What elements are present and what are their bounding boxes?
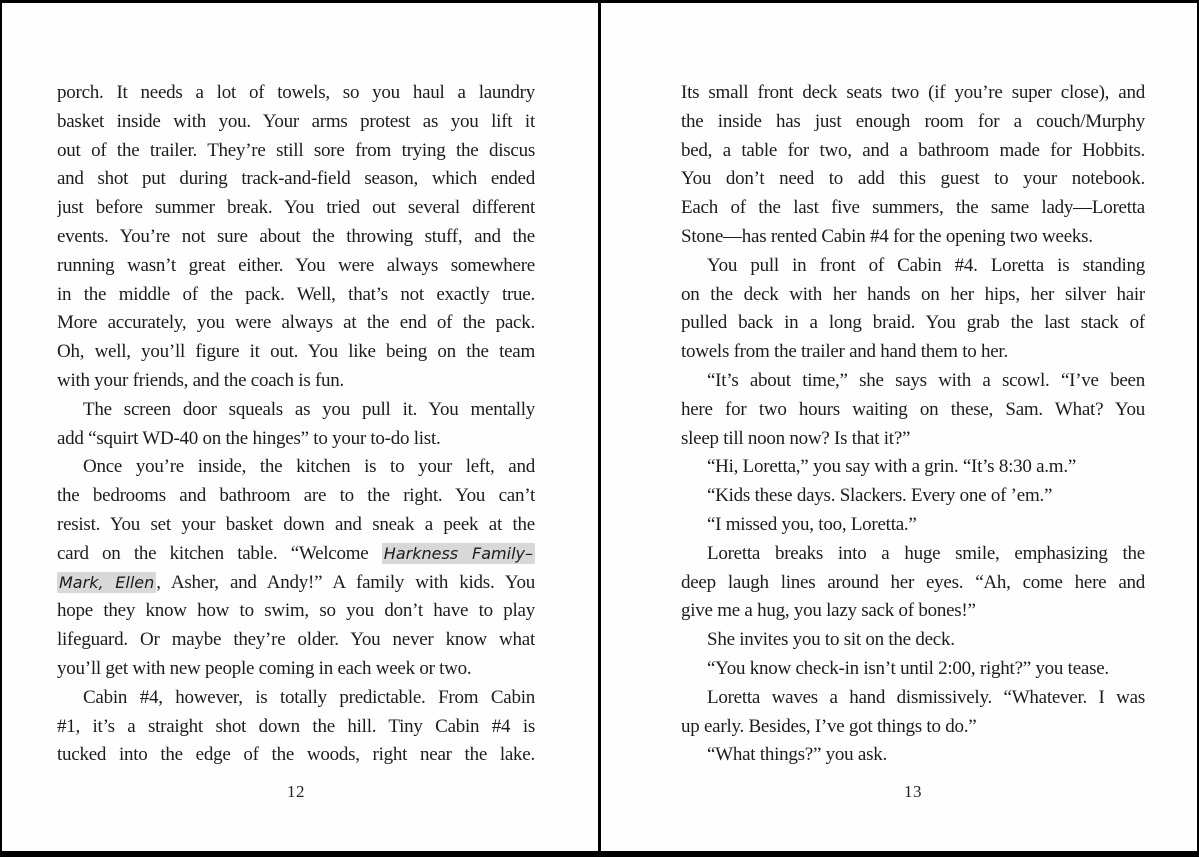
text-segment: You don’t need to add this guest to your notebook.	[681, 168, 1145, 190]
text-segment: just before summer break. You tried out several different	[57, 197, 535, 219]
text-segment: porch. It needs a lot of towels, so you haul a laundry	[57, 82, 535, 103]
page-left-text	[57, 79, 535, 770]
text-line	[57, 194, 535, 223]
text-segment: More accurately, you were always at the end of the pack.	[57, 312, 535, 334]
text-segment: basket inside with you. Your arms protest as you lift it	[57, 110, 535, 132]
text-line	[681, 482, 1145, 511]
text-segment: The screen door squeals as you pull it. You mentally	[83, 398, 535, 420]
text-line	[57, 741, 535, 770]
text-line	[57, 137, 535, 166]
text-segment: Loretta breaks into a huge smile, emphasizing the	[707, 542, 1145, 564]
text-line	[681, 223, 1145, 252]
text-line	[57, 223, 535, 252]
text-segment: Cabin #4, however, is totally predictable. From Cabin	[83, 686, 535, 708]
text-line	[681, 165, 1145, 194]
text-segment: “I missed you, too, Loretta.”	[707, 513, 917, 535]
text-segment: running wasn’t great either. You were always somewhere	[57, 254, 535, 276]
text-segment: the bedrooms and bathroom are to the right. You can’t	[57, 485, 535, 507]
text-segment: add “squirt WD-40 on the hinges” to your to-do list.	[57, 427, 441, 449]
text-line	[57, 569, 535, 598]
text-line	[57, 425, 535, 454]
text-line	[681, 396, 1145, 425]
text-line	[681, 655, 1145, 684]
text-segment: Its small front deck seats two (if you’re super close), and	[681, 82, 1145, 103]
text-line	[681, 713, 1145, 742]
text-segment: the inside has just enough room for a couch/Murphy	[681, 110, 1145, 132]
text-segment: sleep till noon now? Is that it?”	[681, 427, 911, 449]
text-segment: Oh, well, you’ll figure it out. You like being on the team	[57, 341, 535, 363]
text-segment: you’ll get with new people coming in each week or two.	[57, 657, 472, 679]
text-line	[681, 425, 1145, 454]
text-line	[57, 453, 535, 482]
text-line	[57, 713, 535, 742]
text-segment: here for two hours waiting on these, Sam. What? You	[681, 398, 1145, 420]
text-line	[681, 511, 1145, 540]
text-segment: hope they know how to swim, so you don’t have to play	[57, 600, 535, 622]
text-segment: Loretta waves a hand dismissively. “Whatever. I was	[707, 686, 1145, 708]
text-segment: pulled back in a long braid. You grab the last stack of	[681, 312, 1145, 334]
text-segment: Each of the last five summers, the same lady—Loretta	[681, 197, 1145, 219]
text-line	[57, 367, 535, 396]
text-line	[681, 79, 1145, 108]
page-right	[601, 3, 1197, 851]
text-line	[681, 540, 1145, 569]
text-segment: “It’s about time,” she says with a scowl. “I’ve been	[707, 369, 1145, 391]
text-line	[681, 597, 1145, 626]
text-line	[681, 569, 1145, 598]
text-line	[681, 281, 1145, 310]
text-line	[57, 655, 535, 684]
text-segment: Once you’re inside, the kitchen is to your left, and	[83, 456, 535, 478]
text-line	[57, 511, 535, 540]
page-left	[2, 3, 598, 851]
text-segment: card on the kitchen table. “Welcome	[57, 542, 382, 564]
handwritten-highlight-text: Mark, Ellen	[59, 572, 155, 592]
page-number-left: 12	[287, 782, 305, 801]
text-line	[57, 338, 535, 367]
text-segment: Stone—has rented Cabin #4 for the opening two weeks.	[681, 225, 1093, 247]
text-segment: towels from the trailer and hand them to her.	[681, 341, 1008, 363]
text-segment: “Kids these days. Slackers. Every one of ’em.”	[707, 485, 1053, 507]
text-line	[681, 194, 1145, 223]
text-segment: “Hi, Loretta,” you say with a grin. “It’s 8:30 a.m.”	[707, 456, 1077, 478]
text-segment: deep laugh lines around her eyes. “Ah, come here and	[681, 571, 1145, 593]
text-segment: “You know check-in isn’t until 2:00, right?” you tease.	[707, 657, 1109, 679]
text-segment: and shot put during track-and-field season, which ended	[57, 168, 535, 190]
text-line	[681, 252, 1145, 281]
text-line	[57, 252, 535, 281]
text-line	[681, 626, 1145, 655]
text-line	[681, 338, 1145, 367]
text-line	[57, 684, 535, 713]
text-line	[681, 453, 1145, 482]
text-line	[681, 684, 1145, 713]
text-line	[681, 108, 1145, 137]
text-line	[681, 137, 1145, 166]
text-line	[57, 482, 535, 511]
text-line	[57, 108, 535, 137]
text-line	[57, 309, 535, 338]
text-line	[57, 165, 535, 194]
handwritten-highlight-text: Harkness Family–	[383, 543, 533, 563]
text-segment: lifeguard. Or maybe they’re older. You never know what	[57, 629, 535, 651]
text-line	[681, 367, 1145, 396]
text-segment: give me a hug, you lazy sack of bones!”	[681, 600, 976, 622]
text-line	[681, 309, 1145, 338]
page-right-text	[681, 79, 1145, 770]
text-line	[57, 281, 535, 310]
text-line	[57, 396, 535, 425]
page-number-right: 13	[904, 782, 922, 801]
text-line	[57, 540, 535, 569]
text-segment: up early. Besides, I’ve got things to do.”	[681, 715, 977, 737]
text-line	[57, 626, 535, 655]
text-segment: #1, it’s a straight shot down the hill. Tiny Cabin #4 is	[57, 715, 535, 737]
text-segment: She invites you to sit on the deck.	[707, 629, 955, 651]
text-segment: resist. You set your basket down and sneak a peek at the	[57, 513, 535, 535]
text-line	[681, 741, 1145, 770]
text-segment: events. You’re not sure about the throwing stuff, and the	[57, 225, 535, 247]
text-segment: in the middle of the pack. Well, that’s not exactly true.	[57, 283, 535, 305]
text-line	[57, 597, 535, 626]
text-segment: “What things?” you ask.	[707, 744, 887, 766]
text-segment: You pull in front of Cabin #4. Loretta is standing	[707, 254, 1145, 276]
text-line	[57, 79, 535, 108]
text-segment: on the deck with her hands on her hips, her silver hair	[681, 283, 1145, 305]
text-segment: tucked into the edge of the woods, right near the lake.	[57, 744, 535, 766]
text-segment: , Asher, and Andy!” A family with kids. You	[156, 571, 535, 593]
text-segment: with your friends, and the coach is fun.	[57, 369, 345, 391]
text-segment: out of the trailer. They’re still sore from trying the discus	[57, 139, 535, 161]
text-segment: bed, a table for two, and a bathroom made for Hobbits.	[681, 139, 1145, 161]
